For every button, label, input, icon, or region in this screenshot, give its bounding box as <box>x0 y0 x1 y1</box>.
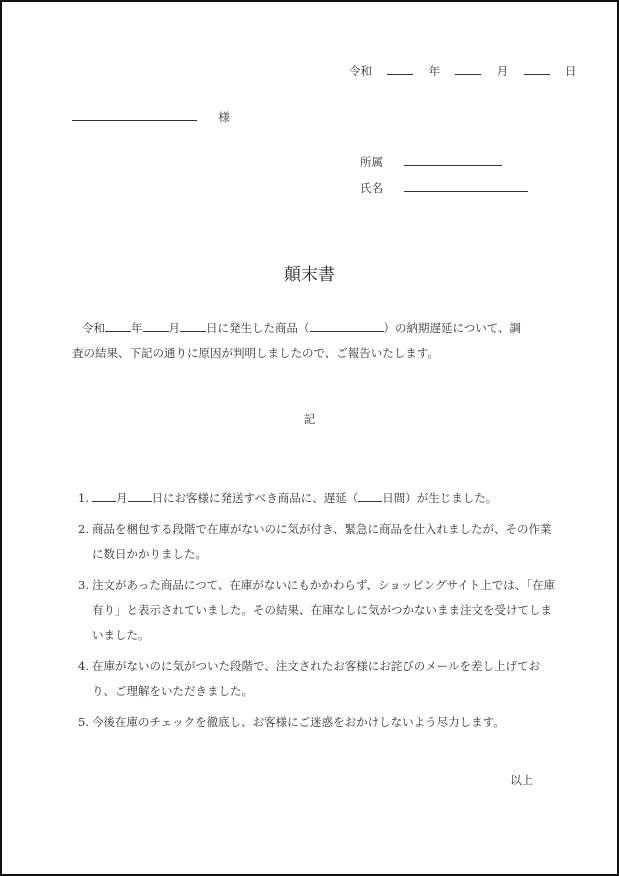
body-text-1: 日に発生した商品（ <box>206 321 310 335</box>
body-text-2: ）の納期遅延について、調 <box>383 321 522 335</box>
item-number: 1. <box>78 491 89 505</box>
body-month-label: 月 <box>168 321 180 335</box>
sender-name-row <box>360 179 528 196</box>
item-number: 4. <box>78 659 89 673</box>
body-era: 令和 <box>82 321 105 335</box>
list-item <box>78 573 558 648</box>
item-text: 注文があった商品につて、在庫がないにもかかわらず、ショッピングサイト上では、「在庫有り」と表示されていました。その結果、在庫なしに気がつかないまま注文を受けてしまいました。 <box>92 578 555 642</box>
recipient-row <box>72 108 230 125</box>
item1-month-label: 月 <box>116 491 128 505</box>
affiliation-label: 所属 <box>360 155 383 169</box>
item1-day-blank <box>128 489 152 502</box>
date-row <box>349 62 576 79</box>
month-blank <box>455 62 481 75</box>
item-number: 3. <box>78 578 89 592</box>
item1-days-blank <box>358 489 382 502</box>
body-year-label: 年 <box>131 321 143 335</box>
month-label: 月 <box>496 64 509 78</box>
body-text-3: 査の結果、下記の通りに原因が判明しましたので、ご報告いたします。 <box>72 346 439 360</box>
list-item <box>78 710 558 735</box>
affiliation-blank <box>404 153 502 166</box>
item-list <box>78 486 558 741</box>
closing-text: 以上 <box>510 773 533 787</box>
name-blank <box>404 179 528 192</box>
recipient-blank <box>72 108 197 121</box>
document-title: 顛末書 <box>284 265 335 285</box>
recipient-honorific: 様 <box>218 110 230 124</box>
year-label: 年 <box>428 64 441 78</box>
sender-affiliation-row <box>360 153 502 170</box>
list-item <box>78 517 558 567</box>
year-blank <box>387 62 413 75</box>
item-text <box>92 486 558 511</box>
body-paragraph <box>72 316 552 366</box>
item-text: 在庫がないのに気がついた段階で、注文されたお客様にお詫びのメールを差し上げており、ご理解をいただきました。 <box>92 659 541 698</box>
ki-heading: 記 <box>303 412 316 426</box>
item-number: 5. <box>78 715 89 729</box>
item-number: 2. <box>78 522 89 536</box>
day-label: 日 <box>564 64 577 78</box>
item1-text-2: 日間）が生じました。 <box>382 491 498 505</box>
body-year-blank <box>105 319 131 332</box>
body-product-blank <box>310 319 384 332</box>
item-text: 今後在庫のチェックを徹底し、お客様にご迷惑をおかけしないよう尽力します。 <box>92 715 505 729</box>
day-blank <box>524 62 550 75</box>
item-text: 商品を梱包する段階で在庫がないのに気が付き、緊急に商品を仕入れましたが、その作業に数日かかりました。 <box>92 522 552 561</box>
body-month-blank <box>143 319 169 332</box>
body-day-blank <box>180 319 206 332</box>
list-item <box>78 654 558 704</box>
item1-month-blank <box>92 489 116 502</box>
era-label: 令和 <box>349 64 372 78</box>
name-label: 氏名 <box>360 181 383 195</box>
list-item <box>78 486 558 511</box>
item1-text-1: 日にお客様に発送すべき商品に、遅延（ <box>151 491 359 505</box>
